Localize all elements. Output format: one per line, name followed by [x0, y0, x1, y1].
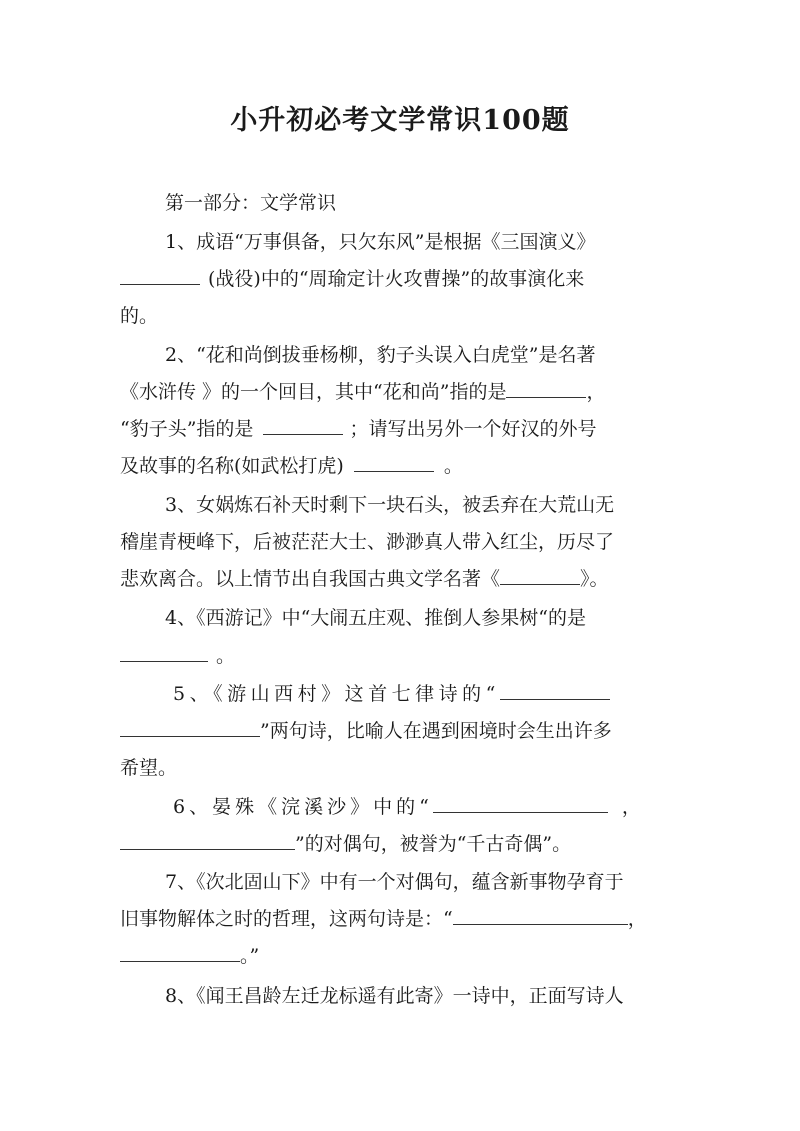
q3-line-1: 3、女娲炼石补天时剩下一块石头，被丢弃在大荒山无: [165, 494, 615, 516]
q7-line-2-comma: ，: [627, 908, 647, 930]
q5-answer-blank-2: [120, 718, 260, 737]
q6-line-2-text: ”的对偶句，被誉为“千古奇偶”。: [295, 833, 572, 855]
q8-line-1: 8、《闻王昌龄左迁龙标遥有此寄》一诗中，正面写诗人: [165, 985, 624, 1007]
q4-line-1: 4、《西游记》中“大闹五庄观、推倒人参果树“的是: [165, 607, 587, 629]
q6-answer-blank-2: [120, 831, 295, 850]
q3-line-3-text: 悲欢离合。以上情节出自我国古典文学名著《: [120, 568, 501, 590]
q7-line-1: 7、《次北固山下》中有一个对偶句，蕴含新事物孕育于: [165, 871, 624, 893]
q5-line-2-text: ”两句诗，比喻人在遇到困境时会生出许多: [260, 720, 612, 742]
q2-answer-blank-2: [263, 416, 343, 435]
q4-line-2: [120, 643, 235, 669]
q2-line-3-text: “豹子头”指的是: [120, 418, 254, 440]
q6-line-2: [120, 831, 571, 857]
q3-answer-blank: [500, 566, 580, 585]
q7-line-2: [120, 906, 647, 932]
q7-answer-blank-2: [120, 943, 240, 962]
q3-line-3: [120, 566, 609, 592]
q3-line-2: 稽崖青梗峰下，后被茫茫大士、渺渺真人带入红尘，历尽了: [120, 531, 615, 553]
q4-line-2-period: 。: [216, 645, 236, 667]
q6-line-1-comma: ，: [621, 796, 645, 818]
q7-line-3-text: 。”: [240, 945, 260, 967]
document-title: 小升初必考文学常识100题: [230, 105, 570, 136]
q5-line-1-text: 5、《游山西村》这首七律诗的“: [173, 683, 500, 705]
q7-line-3: [120, 943, 259, 969]
q2-line-3: [120, 416, 596, 442]
q2-line-4-text: 及故事的名称(如武松打虎): [120, 455, 344, 477]
q2-line-3-text-2: ；请写出另外一个好汉的外号: [349, 418, 597, 440]
q2-line-2: [120, 379, 605, 405]
q6-line-1-text: 6、晏殊《浣溪沙》中的“: [173, 796, 433, 818]
q2-line-2-text: 《水浒传 》的一个回目，其中“花和尚”指的是: [120, 381, 507, 403]
q1-line-1: 1、成语“万事俱备，只欠东风”是根据《三国演义》: [165, 231, 596, 253]
q5-line-2: [120, 718, 612, 744]
q6-line-1: [173, 794, 645, 820]
q2-answer-blank-1: [506, 379, 586, 398]
q1-line-2-text: (战役)中的“周瑜定计火攻曹操”的故事演化来: [208, 268, 585, 290]
q1-line-2: [120, 266, 584, 292]
q5-line-3: 希望。: [120, 757, 178, 779]
q2-answer-blank-3: [354, 453, 434, 472]
q2-line-2-comma: ，: [586, 381, 606, 403]
q5-answer-blank-1: [500, 681, 610, 700]
q7-answer-blank-1: [453, 906, 628, 925]
q5-line-1: [173, 681, 610, 707]
q2-line-4: [120, 453, 463, 479]
q6-answer-blank-1: [433, 794, 608, 813]
q1-line-3: 的。: [120, 305, 159, 327]
q7-line-2-text: 旧事物解体之时的哲理，这两句诗是：“: [120, 908, 453, 930]
q2-line-1: 2、“花和尚倒拔垂杨柳，豹子头误入白虎堂”是名著: [165, 344, 596, 366]
q2-line-4-period: 。: [443, 455, 463, 477]
q1-answer-blank: [120, 266, 200, 285]
section-heading: 第一部分：文学常识: [165, 192, 337, 214]
q3-line-3-close: 》。: [580, 568, 609, 590]
q4-answer-blank: [120, 643, 208, 662]
